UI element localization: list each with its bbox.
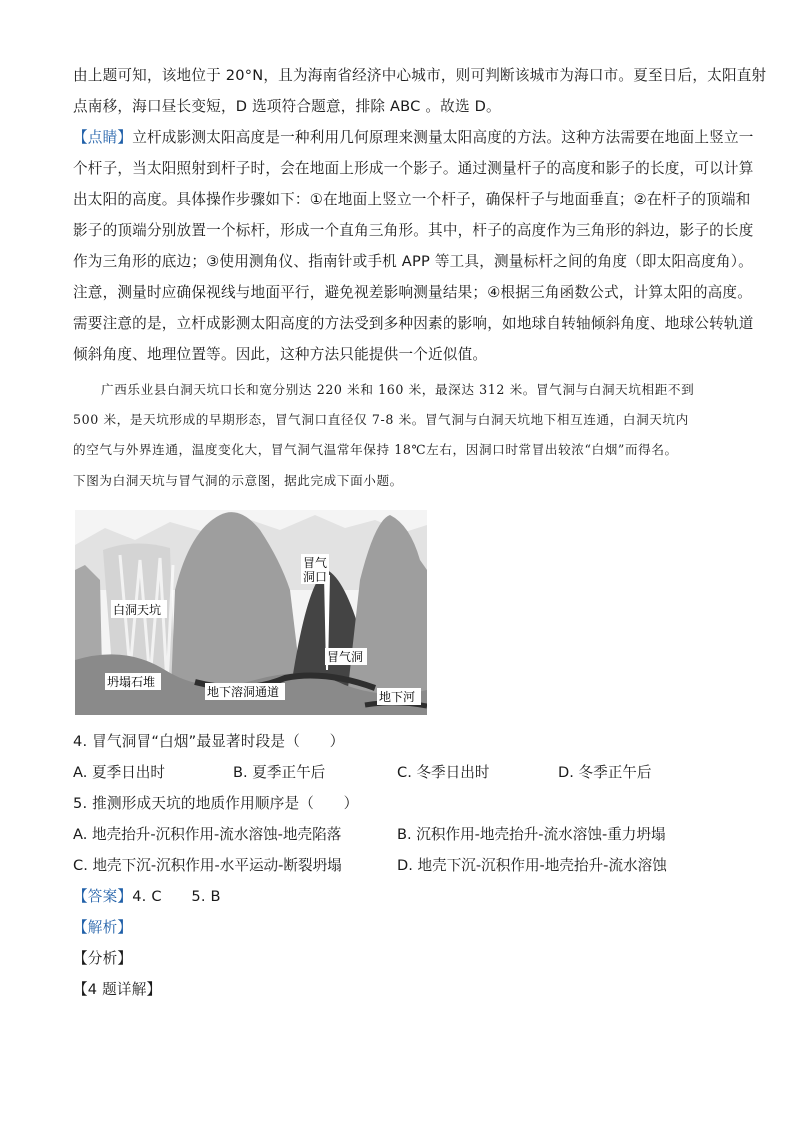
prev-answer-line-2: 点南移，海口昼长变短，D 选项符合题意，排除 ABC 。故选 D。 xyxy=(73,98,501,115)
tip-line-5: 作为三角形的底边；③使用测角仪、指南针或手机 APP 等工具，测量标杆之间的角度（即太阳高度角）。 xyxy=(73,253,753,270)
tip-line-6: 注意，测量时应确保视线与地面平行，避免视差影响测量结果；④根据三角函数公式，计算太阳的高度。 xyxy=(73,284,753,301)
label-steam-cave: 冒气洞 xyxy=(327,650,364,664)
label-channel: 地下溶洞通道 xyxy=(207,685,280,699)
q5-option-a: A. 地壳抬升-沉积作用-流水溶蚀-地壳陷落 xyxy=(73,826,342,843)
label-rubble: 坍塌石堆 xyxy=(107,675,156,689)
tip-line-1 xyxy=(73,128,754,148)
tip-line-4: 影子的顶端分别放置一个标杆，形成一个直角三角形。其中，杆子的高度作为三角形的斜边，影子的长度 xyxy=(73,222,754,239)
passage-line-1: 广西乐业县白洞天坑口长和宽分别达 220 米和 160 米，最深达 312 米。冒气洞与白洞天坑相距不到 xyxy=(101,382,695,397)
tip-line-2: 个杆子，当太阳照射到杆子时，会在地面上形成一个影子。通过测量杆子的高度和影子的长度，可以计算 xyxy=(73,160,754,177)
detail-tag: 【4 题详解】 xyxy=(73,981,162,998)
answer-line xyxy=(73,887,221,907)
tip-text-1: 立杆成影测太阳高度是一种利用几何原理来测量太阳高度的方法。这种方法需要在地面上竖立一 xyxy=(132,129,754,146)
q4-stem: 4. 冒气洞冒“白烟”最显著时段是（ ） xyxy=(73,733,345,750)
answer-tag: 【答案】 xyxy=(73,888,133,905)
q5-option-d: D. 地壳下沉-沉积作用-地壳抬升-流水溶蚀 xyxy=(397,857,667,874)
label-vent-top: 冒气 xyxy=(303,556,328,570)
prev-answer-line-1: 由上题可知，该地位于 20°N，且为海南省经济中心城市，则可判断该城市为海口市。夏至日后，太阳直射 xyxy=(73,67,767,84)
passage-line-4: 下图为白洞天坑与冒气洞的示意图，据此完成下面小题。 xyxy=(73,473,403,488)
q4-option-c: C. 冬季日出时 xyxy=(397,764,490,781)
passage-line-3: 的空气与外界连通，温度变化大，冒气洞气温常年保持 18℃左右，因洞口时常冒出较浓“白烟”而得名。 xyxy=(73,442,678,457)
label-vent-bottom: 洞口 xyxy=(303,570,328,584)
label-river: 地下河 xyxy=(379,690,416,704)
q4-option-d: D. 冬季正午后 xyxy=(558,764,652,781)
q4-option-b: B. 夏季正午后 xyxy=(233,764,326,781)
tip-line-8: 倾斜角度、地理位置等。因此，这种方法只能提供一个近似值。 xyxy=(73,346,488,363)
q5-option-b: B. 沉积作用-地壳抬升-流水溶蚀-重力坍塌 xyxy=(397,826,666,843)
q5-option-c: C. 地壳下沉-沉积作用-水平运动-断裂坍塌 xyxy=(73,857,342,874)
fenxi-tag: 【分析】 xyxy=(73,950,133,967)
tip-line-3: 出太阳的高度。具体操作步骤如下：①在地面上竖立一个杆子，确保杆子与地面垂直；②在杆子的顶端和 xyxy=(73,191,751,208)
analysis-tag: 【解析】 xyxy=(73,919,133,936)
tip-line-7: 需要注意的是，立杆成影测太阳高度的方法受到多种因素的影响，如地球自转轴倾斜角度、地球公转轨道 xyxy=(73,315,754,332)
passage-line-2: 500 米，是天坑形成的早期形态，冒气洞口直径仅 7-8 米。冒气洞与白洞天坑地下相互连通，白洞天坑内 xyxy=(73,412,689,427)
q5-stem: 5. 推测形成天坑的地质作用顺序是（ ） xyxy=(73,795,359,812)
tip-tag: 【点睛】 xyxy=(73,129,133,146)
answer-text: 4. C 5. B xyxy=(132,888,221,905)
q4-option-a: A. 夏季日出时 xyxy=(73,764,165,781)
tiankeng-diagram xyxy=(75,510,427,715)
label-tiankeng: 白洞天坑 xyxy=(113,603,162,617)
